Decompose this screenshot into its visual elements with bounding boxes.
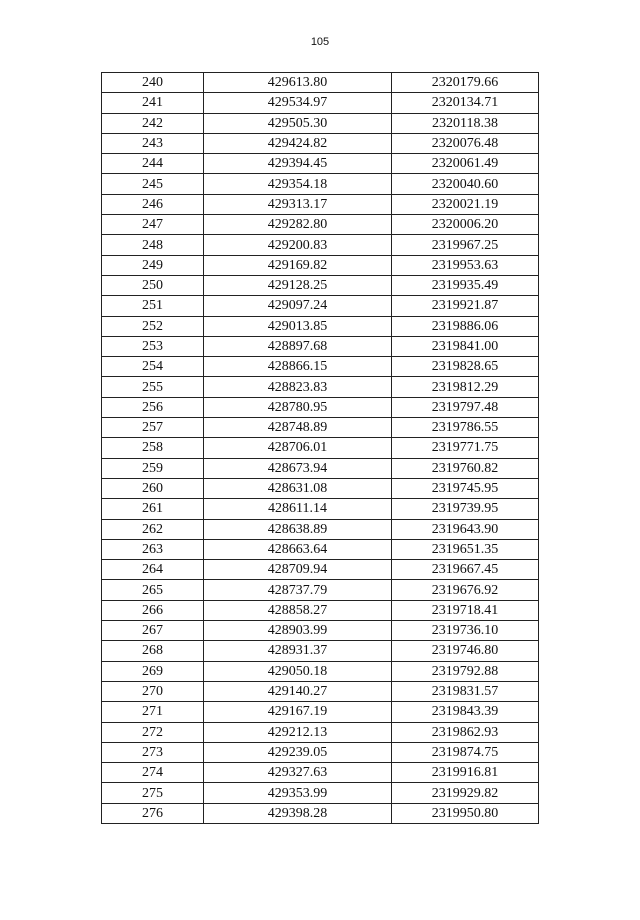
y-coordinate-cell: 2319828.65 (392, 357, 539, 377)
x-coordinate-cell: 429169.82 (204, 255, 392, 275)
y-coordinate-cell: 2319739.95 (392, 499, 539, 519)
y-coordinate-cell: 2319831.57 (392, 681, 539, 701)
table-row (102, 621, 539, 641)
table-row (102, 377, 539, 397)
table-row (102, 93, 539, 113)
x-coordinate-cell: 428737.79 (204, 580, 392, 600)
table-row (102, 641, 539, 661)
table-row (102, 499, 539, 519)
point-number-cell: 247 (102, 215, 204, 235)
y-coordinate-cell: 2319967.25 (392, 235, 539, 255)
y-coordinate-cell: 2319797.48 (392, 397, 539, 417)
table-row (102, 438, 539, 458)
table-row (102, 296, 539, 316)
table-row (102, 539, 539, 559)
x-coordinate-cell: 428866.15 (204, 357, 392, 377)
point-number-cell: 274 (102, 763, 204, 783)
point-number-cell: 261 (102, 499, 204, 519)
y-coordinate-cell: 2319843.39 (392, 702, 539, 722)
y-coordinate-cell: 2319950.80 (392, 803, 539, 823)
point-number-cell: 270 (102, 681, 204, 701)
x-coordinate-cell: 429353.99 (204, 783, 392, 803)
x-coordinate-cell: 429327.63 (204, 763, 392, 783)
point-number-cell: 259 (102, 458, 204, 478)
x-coordinate-cell: 428780.95 (204, 397, 392, 417)
y-coordinate-cell: 2320118.38 (392, 113, 539, 133)
x-coordinate-cell: 429398.28 (204, 803, 392, 823)
y-coordinate-cell: 2319953.63 (392, 255, 539, 275)
point-number-cell: 275 (102, 783, 204, 803)
coordinate-table-body (102, 73, 539, 824)
table-row (102, 783, 539, 803)
x-coordinate-cell: 428706.01 (204, 438, 392, 458)
y-coordinate-cell: 2319643.90 (392, 519, 539, 539)
point-number-cell: 249 (102, 255, 204, 275)
table-row (102, 133, 539, 153)
table-row (102, 174, 539, 194)
x-coordinate-cell: 428638.89 (204, 519, 392, 539)
point-number-cell: 269 (102, 661, 204, 681)
y-coordinate-cell: 2319812.29 (392, 377, 539, 397)
point-number-cell: 260 (102, 478, 204, 498)
y-coordinate-cell: 2320076.48 (392, 133, 539, 153)
y-coordinate-cell: 2319745.95 (392, 478, 539, 498)
point-number-cell: 243 (102, 133, 204, 153)
x-coordinate-cell: 429313.17 (204, 194, 392, 214)
x-coordinate-cell: 428748.89 (204, 418, 392, 438)
x-coordinate-cell: 429394.45 (204, 154, 392, 174)
point-number-cell: 267 (102, 621, 204, 641)
table-row (102, 661, 539, 681)
y-coordinate-cell: 2319916.81 (392, 763, 539, 783)
x-coordinate-cell: 428823.83 (204, 377, 392, 397)
y-coordinate-cell: 2319771.75 (392, 438, 539, 458)
x-coordinate-cell: 428931.37 (204, 641, 392, 661)
y-coordinate-cell: 2319792.88 (392, 661, 539, 681)
x-coordinate-cell: 428897.68 (204, 336, 392, 356)
point-number-cell: 244 (102, 154, 204, 174)
table-row (102, 255, 539, 275)
point-number-cell: 265 (102, 580, 204, 600)
point-number-cell: 272 (102, 722, 204, 742)
y-coordinate-cell: 2319676.92 (392, 580, 539, 600)
table-row (102, 519, 539, 539)
point-number-cell: 264 (102, 560, 204, 580)
y-coordinate-cell: 2320061.49 (392, 154, 539, 174)
y-coordinate-cell: 2319746.80 (392, 641, 539, 661)
point-number-cell: 273 (102, 742, 204, 762)
y-coordinate-cell: 2319886.06 (392, 316, 539, 336)
y-coordinate-cell: 2319841.00 (392, 336, 539, 356)
x-coordinate-cell: 429167.19 (204, 702, 392, 722)
table-row (102, 316, 539, 336)
point-number-cell: 250 (102, 275, 204, 295)
y-coordinate-cell: 2319921.87 (392, 296, 539, 316)
y-coordinate-cell: 2319929.82 (392, 783, 539, 803)
x-coordinate-cell: 429050.18 (204, 661, 392, 681)
x-coordinate-cell: 429097.24 (204, 296, 392, 316)
coordinate-table (101, 72, 539, 824)
y-coordinate-cell: 2319935.49 (392, 275, 539, 295)
point-number-cell: 276 (102, 803, 204, 823)
point-number-cell: 257 (102, 418, 204, 438)
table-row (102, 397, 539, 417)
point-number-cell: 268 (102, 641, 204, 661)
point-number-cell: 266 (102, 600, 204, 620)
x-coordinate-cell: 429128.25 (204, 275, 392, 295)
table-row (102, 580, 539, 600)
point-number-cell: 252 (102, 316, 204, 336)
point-number-cell: 245 (102, 174, 204, 194)
y-coordinate-cell: 2320040.60 (392, 174, 539, 194)
table-row (102, 803, 539, 823)
y-coordinate-cell: 2319667.45 (392, 560, 539, 580)
point-number-cell: 254 (102, 357, 204, 377)
y-coordinate-cell: 2319874.75 (392, 742, 539, 762)
point-number-cell: 251 (102, 296, 204, 316)
x-coordinate-cell: 428663.64 (204, 539, 392, 559)
y-coordinate-cell: 2319651.35 (392, 539, 539, 559)
table-row (102, 154, 539, 174)
y-coordinate-cell: 2319718.41 (392, 600, 539, 620)
point-number-cell: 242 (102, 113, 204, 133)
y-coordinate-cell: 2319760.82 (392, 458, 539, 478)
table-row (102, 458, 539, 478)
point-number-cell: 262 (102, 519, 204, 539)
point-number-cell: 258 (102, 438, 204, 458)
point-number-cell: 256 (102, 397, 204, 417)
point-number-cell: 271 (102, 702, 204, 722)
table-row (102, 560, 539, 580)
x-coordinate-cell: 429354.18 (204, 174, 392, 194)
x-coordinate-cell: 429212.13 (204, 722, 392, 742)
table-row (102, 702, 539, 722)
point-number-cell: 248 (102, 235, 204, 255)
table-row (102, 478, 539, 498)
x-coordinate-cell: 429282.80 (204, 215, 392, 235)
table-row (102, 681, 539, 701)
x-coordinate-cell: 428858.27 (204, 600, 392, 620)
table-row (102, 763, 539, 783)
point-number-cell: 240 (102, 73, 204, 93)
x-coordinate-cell: 429505.30 (204, 113, 392, 133)
table-row (102, 275, 539, 295)
x-coordinate-cell: 428631.08 (204, 478, 392, 498)
x-coordinate-cell: 429200.83 (204, 235, 392, 255)
table-row (102, 722, 539, 742)
x-coordinate-cell: 429613.80 (204, 73, 392, 93)
x-coordinate-cell: 429239.05 (204, 742, 392, 762)
point-number-cell: 241 (102, 93, 204, 113)
x-coordinate-cell: 429534.97 (204, 93, 392, 113)
page-number: 105 (310, 36, 330, 48)
table-row (102, 357, 539, 377)
y-coordinate-cell: 2319736.10 (392, 621, 539, 641)
y-coordinate-cell: 2319862.93 (392, 722, 539, 742)
table-row (102, 600, 539, 620)
point-number-cell: 255 (102, 377, 204, 397)
x-coordinate-cell: 429140.27 (204, 681, 392, 701)
y-coordinate-cell: 2320134.71 (392, 93, 539, 113)
table-row (102, 113, 539, 133)
table-row (102, 194, 539, 214)
x-coordinate-cell: 428611.14 (204, 499, 392, 519)
y-coordinate-cell: 2320179.66 (392, 73, 539, 93)
x-coordinate-cell: 428709.94 (204, 560, 392, 580)
point-number-cell: 263 (102, 539, 204, 559)
table-row (102, 336, 539, 356)
point-number-cell: 246 (102, 194, 204, 214)
table-row (102, 742, 539, 762)
x-coordinate-cell: 428673.94 (204, 458, 392, 478)
y-coordinate-cell: 2320021.19 (392, 194, 539, 214)
table-row (102, 418, 539, 438)
point-number-cell: 253 (102, 336, 204, 356)
table-row (102, 73, 539, 93)
table-row (102, 215, 539, 235)
x-coordinate-cell: 429013.85 (204, 316, 392, 336)
x-coordinate-cell: 428903.99 (204, 621, 392, 641)
x-coordinate-cell: 429424.82 (204, 133, 392, 153)
y-coordinate-cell: 2320006.20 (392, 215, 539, 235)
table-row (102, 235, 539, 255)
y-coordinate-cell: 2319786.55 (392, 418, 539, 438)
